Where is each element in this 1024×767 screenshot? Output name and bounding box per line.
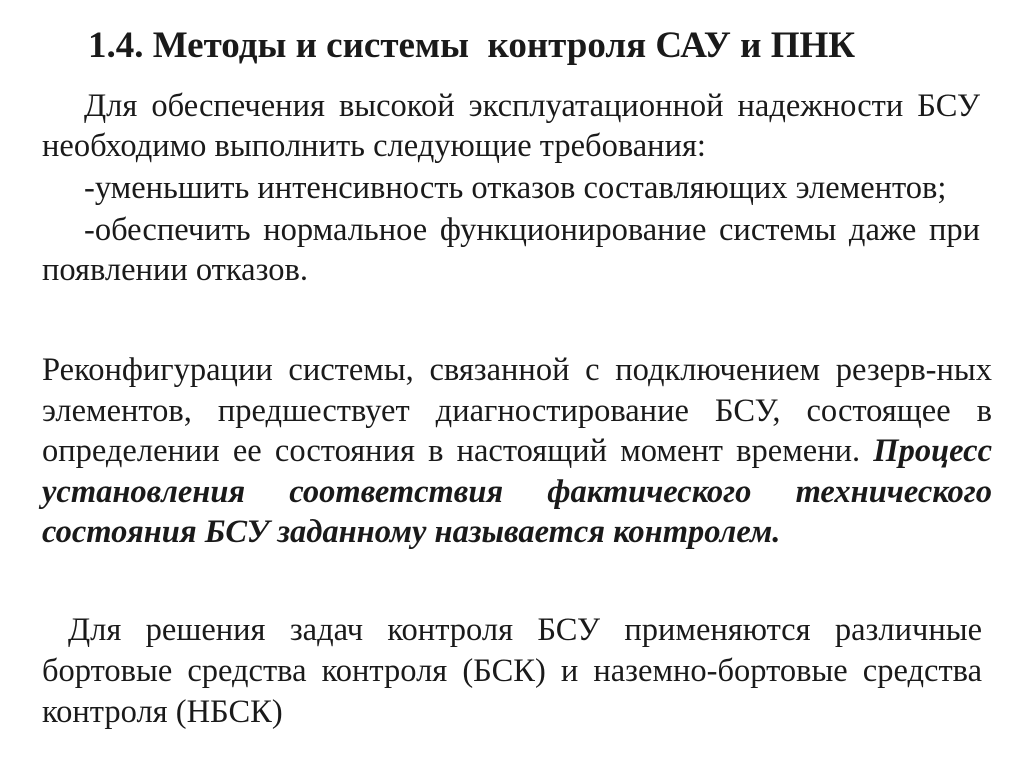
reconfiguration-paragraph [42, 350, 992, 553]
requirements-block [42, 86, 980, 292]
control-definition: Процесс установления соответствия фактического технического состояния БСУ заданному называется контролем. [42, 433, 992, 550]
control-means-paragraph: Для решения задач контроля БСУ применяются различные бортовые средства контроля (БСК) и наземно-бортовые средства контроля (НБСК) [42, 612, 982, 730]
reconfiguration-text: Реконфигурации системы, связанной с подключением резерв-ных элементов, предшествует диагностирование БСУ, состоящее в определении ее состояния в настоящий момент времени. [42, 352, 992, 469]
slide-title: 1.4. Методы и системы контроля САУ и ПНК [88, 25, 856, 66]
requirement-item-2: -обеспечить нормальное функционирование системы даже при появлении отказов. [42, 212, 980, 288]
requirements-lead: Для обеспечения высокой эксплуатационной надежности БСУ необходимо выполнить следующие требования: [42, 88, 980, 164]
requirement-item-1: -уменьшить интенсивность отказов составляющих элементов; [84, 170, 947, 206]
